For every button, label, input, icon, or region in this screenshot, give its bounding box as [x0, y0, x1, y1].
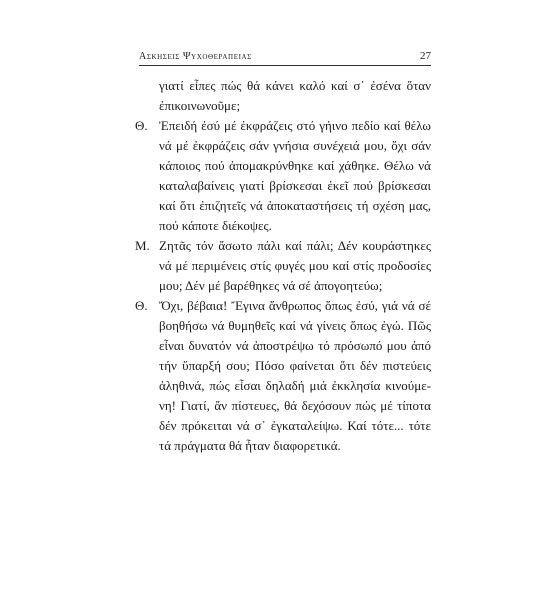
- paragraph-mu: [135, 236, 431, 296]
- text-line: μου; Δέν μέ βαρέθηκες νά σέ ἀπογοητεύω;: [159, 278, 383, 293]
- text-line: δέν πρόκειται νά σ᾿ ἐγκαταλείψω. Καί τότε... τότε: [159, 418, 431, 433]
- text-line: βοηθήσω νά θυμηθεῖς καί νά γίνεις ὅπως ἐγώ. Πῶς: [159, 318, 431, 333]
- text-line: ἀληθινά, πώς εἶσαι δηλαδή μιά ἐκκλησία κινούμε-: [159, 378, 431, 393]
- text-line: Ὄχι, βέβαια! Ἔγινα ἄνθρωπος ὅπως ἐσύ, γιά νά σέ: [159, 298, 431, 313]
- running-title: Ασκησεις Ψυχοθεραπειας: [139, 51, 252, 62]
- text-line: τά πράγματα θά ἦταν διαφορετικά.: [159, 438, 341, 453]
- text-line: γιατί εἶπες πώς θά κάνει καλό καί σ᾿ ἐσένα ὅταν: [159, 78, 431, 93]
- text-line: πού κάποτε διέκοψες.: [159, 218, 272, 233]
- text-line: ἐπικοινωνοῦμε;: [159, 98, 241, 113]
- dialogue-text: [135, 76, 431, 456]
- running-head: [139, 51, 431, 65]
- header-rule: [139, 65, 431, 66]
- text-line: κάποιος πού ἀπομακρύνθηκε καί χάθηκε. Θέλω νά: [159, 158, 431, 173]
- paragraph-theta-1: [135, 116, 431, 236]
- text-line: νη! Γιατί, ἄν πίστευες, θά δεχόσουν πώς μέ τίποτα: [159, 398, 431, 413]
- paragraph-continuation: [135, 76, 431, 116]
- text-line: Ἐπειδή ἐσύ μέ ἐκφράζεις στό γήινο πεδίο καί θέλω: [159, 118, 431, 133]
- text-line: καί ὅτι ἐπιζητεῖς νά ἀποκαταστήσεις τή σχέση μας,: [159, 198, 431, 213]
- text-line: Ζητᾶς τόν ἄσωτο πάλι καί πάλι; Δέν κουράστηκες: [159, 238, 431, 253]
- text-line: καταλαβαίνεις γιατί βρίσκεσαι ἐκεῖ πού βρίσκεσαι: [159, 178, 431, 193]
- text-line: τήν ὕπαρξή σου; Πόσο φαίνεται ὅτι δέν πιστεύεις: [159, 358, 431, 373]
- paragraph-theta-2: [135, 296, 431, 456]
- text-line: νά μέ ἐκφράζεις σάν γνήσια συνέχειά μου, ὄχι σάν: [159, 138, 431, 153]
- speaker-label: Θ.: [135, 298, 148, 313]
- speaker-label: Θ.: [135, 118, 148, 133]
- text-line: εἶναι δυνατόν νά ἀποστρέψω τό πρόσωπό μου ἀπό: [159, 338, 431, 353]
- text-line: νά μέ περιμένεις στίς φυγές μου καί στίς προδοσίες: [159, 258, 431, 273]
- page-number: 27: [420, 50, 431, 62]
- speaker-label: Μ.: [135, 238, 150, 253]
